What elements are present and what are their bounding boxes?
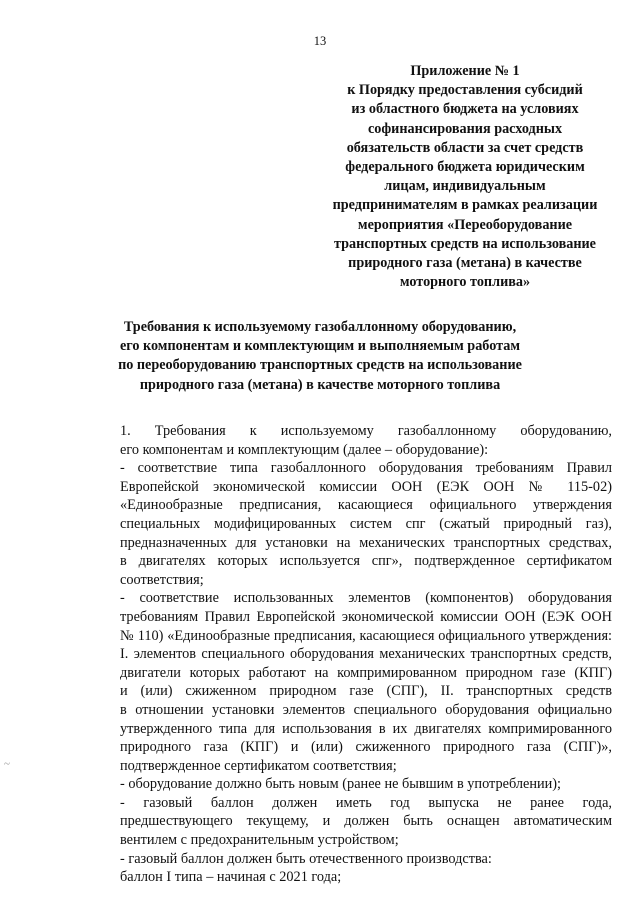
body-paragraph [88,850,612,869]
appendix-line: природного газа (метана) в качестве [348,255,582,272]
body-line: вентилем с предохранительным устройством; [120,832,399,849]
body-line: природного газа (КПГ) и (или) сжиженного природного газа (СПГ)», [120,739,612,756]
document-body [88,422,612,887]
body-line: - газовый баллон должен быть отечественного производства: [120,850,492,867]
appendix-line: к Порядку предоставления субсидий [347,82,583,99]
appendix-line: транспортных средств на использование [334,235,596,252]
appendix-line: лицам, индивидуальным [384,178,546,195]
appendix-line: предпринимателям в рамках реализации [332,197,598,214]
appendix-line: Приложение № 1 [410,63,520,79]
body-line: двигатели которых работают на компримированном природном газе (КПГ) [120,664,612,681]
body-line: - газовый баллон должен иметь год выпуска не ранее года, [120,794,612,811]
body-paragraph [88,422,612,459]
body-line: соответствия; [120,571,204,588]
title-line: Требования к используемому газобаллонному оборудованию, [123,319,517,335]
body-line: утвержденного типа для использования в их двигателях компримированного [120,720,612,737]
body-line: предшествующего текущему, и должен быть оснащен автоматическим [120,813,612,830]
title-line: природного газа (метана) в качестве моторного топлива [139,376,501,393]
body-line: и (или) сжиженном природном газе (СПГ), II. транспортных средств [120,683,612,700]
appendix-line: софинансирования расходных [367,120,563,137]
title-line: по переоборудованию транспортных средств на использование [118,357,522,374]
body-line: Европейской экономической комиссии ООН (ЕЭК ООН № 115-02) [120,478,612,495]
appendix-line: обязательств области за счет средств [346,139,584,156]
body-line: 1. Требования к используемому газобаллонному оборудованию, [120,423,612,439]
body-line: № 110) «Единообразные предписания, касающиеся официального утверждения: [120,627,612,644]
appendix-line: из областного бюджета на условиях [351,101,579,118]
body-line: «Единообразные предписания, касающиеся официального утверждения [120,497,612,514]
appendix-line: федерального бюджета юридическим [345,159,585,176]
margin-mark: ~ [4,758,10,770]
body-line: подтвержденное сертификатом соответствия; [120,757,397,774]
body-line: - оборудование должно быть новым (ранее не бывшим в употреблении); [120,776,562,793]
body-line: - соответствие использованных элементов (компонентов) оборудования [120,590,612,607]
title-line: его компонентам и комплектующим и выполняемым работам [119,338,521,355]
body-line: требованиям Правил Европейской экономической комиссии ООН (ЕЭК ООН [120,608,612,625]
body-line: предназначенных для установки на механических транспортных средствах, [120,534,612,551]
appendix-header [300,62,630,292]
page-number: 13 [313,34,327,48]
body-line: - соответствие типа газобаллонного оборудования требованиям Правил [120,460,612,477]
body-line: его компонентам и комплектующим (далее – оборудование): [120,441,489,458]
appendix-line: мероприятия «Переоборудование [357,216,573,233]
body-line: баллон I типа – начиная с 2021 года; [120,869,342,886]
document-title [80,318,560,395]
body-line: I. элементов специального оборудования механических транспортных средств, [120,646,612,663]
body-line: в двигателях которых используется спг», подтвержденное сертификатом [120,553,612,570]
body-paragraph [88,589,612,775]
appendix-line: моторного топлива» [399,274,531,291]
body-paragraph [88,794,612,850]
body-line: в отношении установки элементов специального оборудования официально [120,701,612,718]
body-paragraph [88,775,612,794]
body-paragraph [88,459,612,589]
body-line: специальных модифицированных систем спг (сжатый природный газ), [120,515,612,532]
body-paragraph [88,868,612,887]
